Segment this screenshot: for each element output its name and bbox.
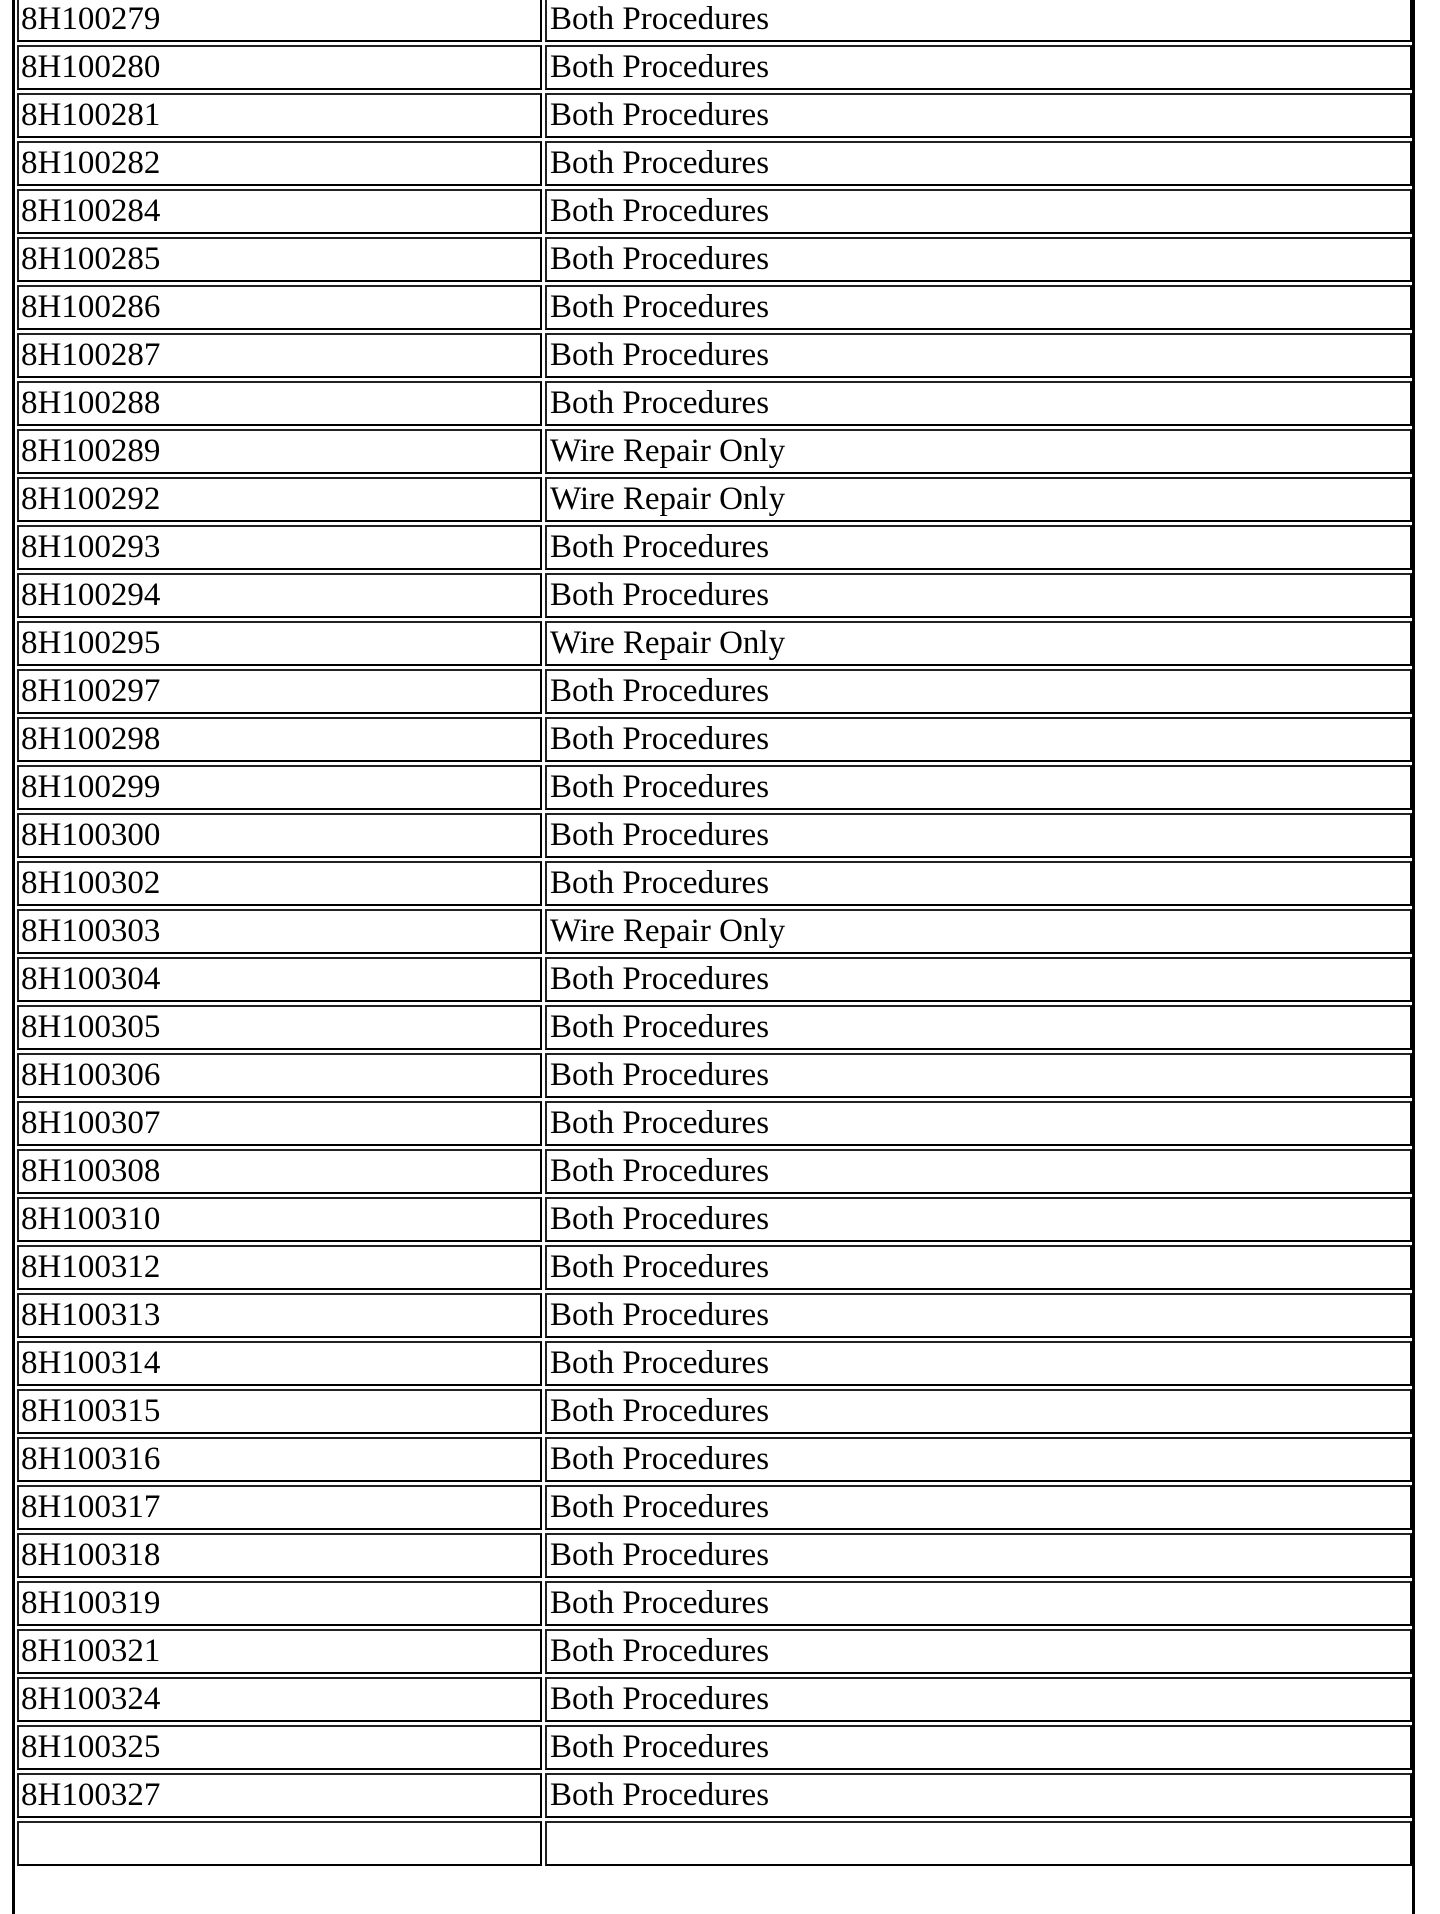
vin-cell: 8H100312 — [17, 1245, 542, 1290]
vin-cell: 8H100285 — [17, 237, 542, 282]
procedure-cell: Both Procedures — [545, 1101, 1412, 1146]
procedure-cell: Wire Repair Only — [545, 909, 1412, 954]
table-row — [17, 861, 1412, 906]
vin-cell: 8H100317 — [17, 1485, 542, 1530]
procedure-cell — [545, 1821, 1412, 1866]
vin-cell: 8H100327 — [17, 1773, 542, 1818]
procedure-cell: Both Procedures — [545, 1005, 1412, 1050]
procedure-cell: Both Procedures — [545, 861, 1412, 906]
procedure-cell: Both Procedures — [545, 0, 1412, 42]
table-row — [17, 1389, 1412, 1434]
vin-cell: 8H100316 — [17, 1437, 542, 1482]
procedure-cell: Both Procedures — [545, 333, 1412, 378]
table-row — [17, 525, 1412, 570]
vin-cell: 8H100292 — [17, 477, 542, 522]
vin-cell: 8H100279 — [17, 0, 542, 42]
procedure-cell: Both Procedures — [545, 1581, 1412, 1626]
table-row — [17, 1005, 1412, 1050]
vin-cell: 8H100308 — [17, 1149, 542, 1194]
procedure-cell: Both Procedures — [545, 1341, 1412, 1386]
vin-cell: 8H100305 — [17, 1005, 542, 1050]
table-row — [17, 1725, 1412, 1770]
table-row — [17, 0, 1412, 42]
table-row — [17, 1629, 1412, 1674]
vin-cell: 8H100313 — [17, 1293, 542, 1338]
vin-cell: 8H100288 — [17, 381, 542, 426]
vin-cell: 8H100315 — [17, 1389, 542, 1434]
procedure-cell: Both Procedures — [545, 1485, 1412, 1530]
procedure-cell: Both Procedures — [545, 813, 1412, 858]
table-row — [17, 285, 1412, 330]
vin-cell: 8H100321 — [17, 1629, 542, 1674]
procedure-cell: Both Procedures — [545, 1677, 1412, 1722]
procedure-cell: Wire Repair Only — [545, 477, 1412, 522]
procedure-cell: Both Procedures — [545, 93, 1412, 138]
table-row — [17, 189, 1412, 234]
table-row — [17, 1197, 1412, 1242]
procedure-cell: Both Procedures — [545, 285, 1412, 330]
vin-cell: 8H100293 — [17, 525, 542, 570]
vin-cell: 8H100295 — [17, 621, 542, 666]
vin-cell: 8H100307 — [17, 1101, 542, 1146]
vin-procedure-table — [14, 0, 1415, 1869]
table-row — [17, 765, 1412, 810]
vin-cell: 8H100298 — [17, 717, 542, 762]
procedure-cell: Both Procedures — [545, 1437, 1412, 1482]
procedure-cell: Both Procedures — [545, 1725, 1412, 1770]
table-row — [17, 957, 1412, 1002]
procedure-cell: Both Procedures — [545, 189, 1412, 234]
procedure-cell: Both Procedures — [545, 1389, 1412, 1434]
procedure-cell: Both Procedures — [545, 1197, 1412, 1242]
vin-cell: 8H100289 — [17, 429, 542, 474]
table-row — [17, 1101, 1412, 1146]
vin-cell: 8H100318 — [17, 1533, 542, 1578]
vin-cell: 8H100303 — [17, 909, 542, 954]
procedure-cell: Wire Repair Only — [545, 429, 1412, 474]
procedure-cell: Both Procedures — [545, 45, 1412, 90]
procedure-cell: Both Procedures — [545, 1245, 1412, 1290]
table-row — [17, 1437, 1412, 1482]
vin-cell: 8H100287 — [17, 333, 542, 378]
procedure-cell: Both Procedures — [545, 765, 1412, 810]
vin-cell: 8H100325 — [17, 1725, 542, 1770]
vin-cell: 8H100310 — [17, 1197, 542, 1242]
vin-cell: 8H100306 — [17, 1053, 542, 1098]
vin-cell: 8H100280 — [17, 45, 542, 90]
vin-cell: 8H100282 — [17, 141, 542, 186]
procedure-cell: Both Procedures — [545, 957, 1412, 1002]
table-row — [17, 45, 1412, 90]
procedure-cell: Both Procedures — [545, 669, 1412, 714]
table-row — [17, 333, 1412, 378]
vin-cell: 8H100281 — [17, 93, 542, 138]
table-row — [17, 1053, 1412, 1098]
vin-cell: 8H100314 — [17, 1341, 542, 1386]
table-row — [17, 1581, 1412, 1626]
table-row — [17, 381, 1412, 426]
vin-cell: 8H100302 — [17, 861, 542, 906]
vin-cell: 8H100284 — [17, 189, 542, 234]
table-row — [17, 429, 1412, 474]
procedure-cell: Wire Repair Only — [545, 621, 1412, 666]
table-row — [17, 477, 1412, 522]
procedure-cell: Both Procedures — [545, 1773, 1412, 1818]
procedure-cell: Both Procedures — [545, 525, 1412, 570]
table-row — [17, 1149, 1412, 1194]
table-row — [17, 813, 1412, 858]
table-row — [17, 1821, 1412, 1866]
table-row — [17, 1245, 1412, 1290]
procedure-cell: Both Procedures — [545, 573, 1412, 618]
procedure-cell: Both Procedures — [545, 1149, 1412, 1194]
table-row — [17, 573, 1412, 618]
table-row — [17, 93, 1412, 138]
table-row — [17, 717, 1412, 762]
procedure-cell: Both Procedures — [545, 717, 1412, 762]
table-row — [17, 141, 1412, 186]
vin-cell: 8H100324 — [17, 1677, 542, 1722]
vin-cell: 8H100299 — [17, 765, 542, 810]
procedure-cell: Both Procedures — [545, 1533, 1412, 1578]
vin-cell: 8H100297 — [17, 669, 542, 714]
table-row — [17, 669, 1412, 714]
table-row — [17, 237, 1412, 282]
table-row — [17, 1533, 1412, 1578]
procedure-cell: Both Procedures — [545, 381, 1412, 426]
procedure-cell: Both Procedures — [545, 1293, 1412, 1338]
table-row — [17, 1485, 1412, 1530]
table-row — [17, 909, 1412, 954]
vin-cell: 8H100286 — [17, 285, 542, 330]
table-row — [17, 1677, 1412, 1722]
vin-cell: 8H100319 — [17, 1581, 542, 1626]
table-row — [17, 1341, 1412, 1386]
vin-cell: 8H100300 — [17, 813, 542, 858]
table-row — [17, 1293, 1412, 1338]
vin-cell — [17, 1821, 542, 1866]
table-body — [17, 0, 1412, 1866]
table-row — [17, 621, 1412, 666]
vin-cell: 8H100304 — [17, 957, 542, 1002]
procedure-cell: Both Procedures — [545, 1053, 1412, 1098]
procedure-cell: Both Procedures — [545, 237, 1412, 282]
vin-cell: 8H100294 — [17, 573, 542, 618]
table-row — [17, 1773, 1412, 1818]
procedure-cell: Both Procedures — [545, 1629, 1412, 1674]
procedure-cell: Both Procedures — [545, 141, 1412, 186]
